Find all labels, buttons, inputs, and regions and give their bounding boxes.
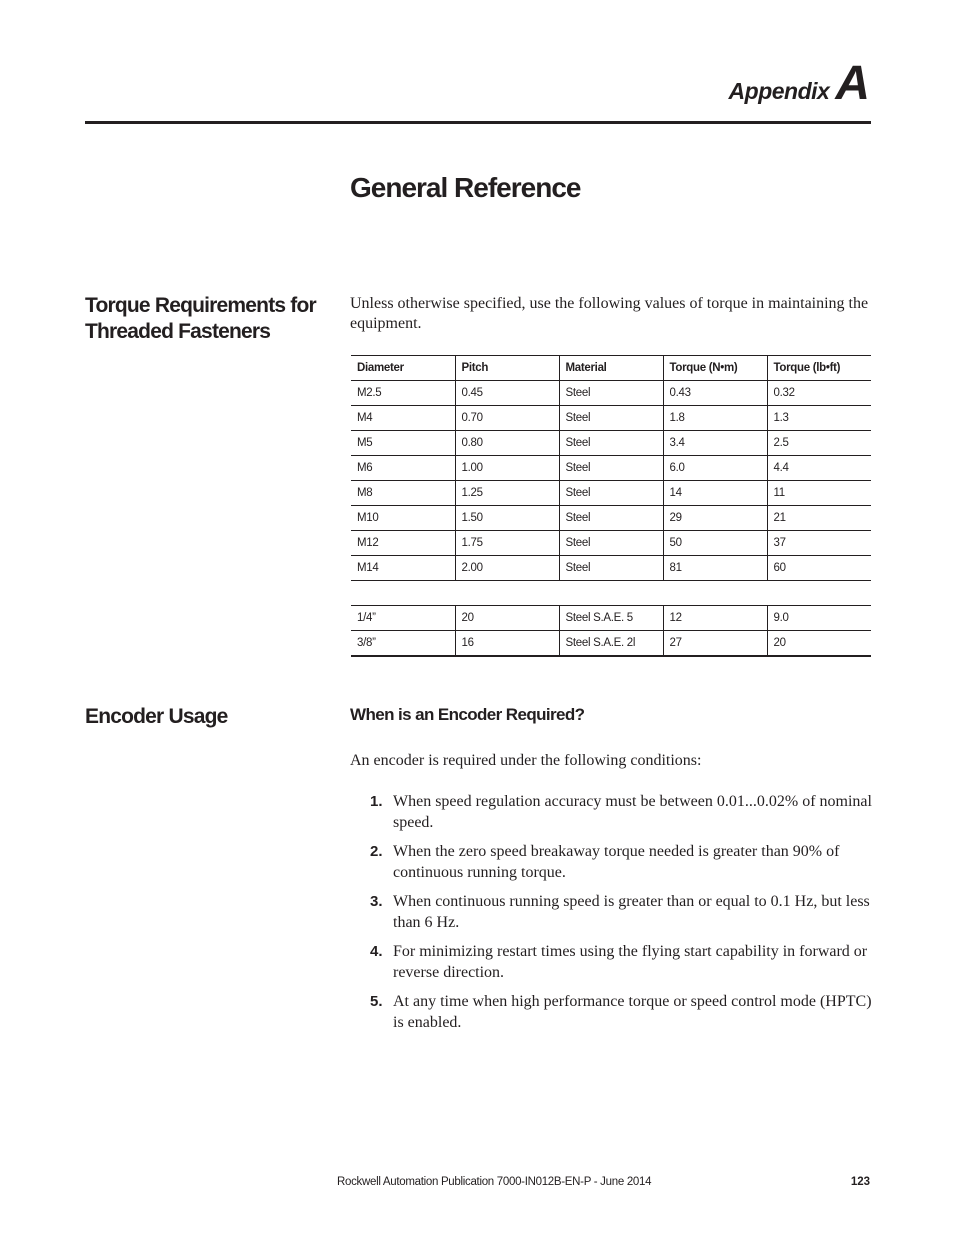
list-item [350, 841, 872, 883]
torque-table [351, 355, 871, 657]
table-cell: 3.4 [663, 431, 767, 456]
list-item-number: 4. [370, 943, 383, 960]
table-cell: M2.5 [351, 381, 455, 406]
list-item-text: When the zero speed breakaway torque needed is greater than 90% of continuous running torque. [393, 843, 840, 881]
table-cell: 0.43 [663, 381, 767, 406]
table-cell: 1.8 [663, 406, 767, 431]
table-cell: 1.3 [767, 406, 871, 431]
table-row [351, 431, 871, 456]
table-cell: 20 [455, 606, 559, 631]
encoder-section-heading: Encoder Usage [85, 705, 228, 728]
table-cell: Steel [559, 481, 663, 506]
list-item-text: When speed regulation accuracy must be between 0.01...0.02% of nominal speed. [393, 793, 872, 831]
table-cell: 29 [663, 506, 767, 531]
table-cell: 1.00 [455, 456, 559, 481]
table-cell: 16 [455, 631, 559, 657]
table-cell: Steel [559, 456, 663, 481]
appendix-word: Appendix [728, 78, 830, 104]
table-cell: 2.00 [455, 556, 559, 581]
table-cell: M14 [351, 556, 455, 581]
table-cell: 0.32 [767, 381, 871, 406]
encoder-intro-text: An encoder is required under the following conditions: [350, 752, 702, 769]
table-cell: 0.45 [455, 381, 559, 406]
table-cell: Steel S.A.E. 2l [559, 631, 663, 657]
footer-page-number: 123 [850, 1176, 870, 1188]
table-cell: Steel S.A.E. 5 [559, 606, 663, 631]
table-row [351, 456, 871, 481]
table-cell: M8 [351, 481, 455, 506]
header-rule [85, 121, 871, 124]
table-row [351, 531, 871, 556]
table-cell: 11 [767, 481, 871, 506]
table-header-row [351, 356, 871, 381]
table-cell: 21 [767, 506, 871, 531]
footer-publication: Rockwell Automation Publication 7000-IN012B-EN-P - June 2014 [337, 1176, 652, 1188]
column-header-pitch: Pitch [455, 356, 559, 381]
table-cell: M5 [351, 431, 455, 456]
list-item-text: For minimizing restart times using the flying start capability in forward or reverse direction. [393, 943, 868, 981]
list-item-text: At any time when high performance torque or speed control mode (HPTC) is enabled. [393, 993, 872, 1031]
table-spacer-row [351, 581, 871, 606]
table-cell: 60 [767, 556, 871, 581]
table-cell: 81 [663, 556, 767, 581]
table-cell: Steel [559, 556, 663, 581]
table-row [351, 556, 871, 581]
list-item-number: 2. [370, 843, 383, 860]
list-item [350, 941, 872, 983]
table-row [351, 381, 871, 406]
appendix-label [728, 57, 870, 110]
table-spacer-cell [351, 581, 871, 606]
table-cell: M10 [351, 506, 455, 531]
table-row [351, 481, 871, 506]
table-cell: 9.0 [767, 606, 871, 631]
list-item-number: 1. [370, 793, 383, 810]
table-cell: M4 [351, 406, 455, 431]
column-header-torque-lbft: Torque (lb•ft) [767, 356, 871, 381]
table-cell: 37 [767, 531, 871, 556]
list-item [350, 791, 872, 833]
table-cell: 27 [663, 631, 767, 657]
column-header-diameter: Diameter [351, 356, 455, 381]
table-row [351, 506, 871, 531]
table-cell: 1.75 [455, 531, 559, 556]
table-cell: 0.70 [455, 406, 559, 431]
table-cell: Steel [559, 506, 663, 531]
list-item [350, 891, 872, 933]
table-cell: 1.25 [455, 481, 559, 506]
torque-intro-text: Unless otherwise specified, use the following values of torque in maintaining the equipment. [350, 295, 869, 332]
table-cell: 14 [663, 481, 767, 506]
table-cell: Steel [559, 381, 663, 406]
table-cell: 1.50 [455, 506, 559, 531]
appendix-letter: A [835, 57, 870, 110]
table-cell: M6 [351, 456, 455, 481]
list-item-text: When continuous running speed is greater than or equal to 0.1 Hz, but less than 6 Hz. [393, 893, 870, 931]
column-header-torque-nm: Torque (N•m) [663, 356, 767, 381]
table-cell: 3/8” [351, 631, 455, 657]
list-item-number: 3. [370, 893, 383, 910]
table-row [351, 606, 871, 631]
encoder-conditions-list [350, 791, 872, 1041]
table-cell: 1/4” [351, 606, 455, 631]
table-row [351, 406, 871, 431]
page-title: General Reference [350, 172, 581, 203]
table-cell: 50 [663, 531, 767, 556]
table-cell: 6.0 [663, 456, 767, 481]
table-cell: 20 [767, 631, 871, 657]
torque-section-heading: Torque Requirements for Threaded Fasteners [85, 294, 316, 343]
table-cell: 0.80 [455, 431, 559, 456]
column-header-material: Material [559, 356, 663, 381]
list-item-number: 5. [370, 993, 383, 1010]
table-cell: Steel [559, 406, 663, 431]
table-cell: 4.4 [767, 456, 871, 481]
table-cell: Steel [559, 431, 663, 456]
table-cell: 12 [663, 606, 767, 631]
list-item [350, 991, 872, 1033]
table-row [351, 631, 871, 657]
table-cell: M12 [351, 531, 455, 556]
table-cell: Steel [559, 531, 663, 556]
table-cell: 2.5 [767, 431, 871, 456]
encoder-subheading: When is an Encoder Required? [350, 705, 585, 724]
